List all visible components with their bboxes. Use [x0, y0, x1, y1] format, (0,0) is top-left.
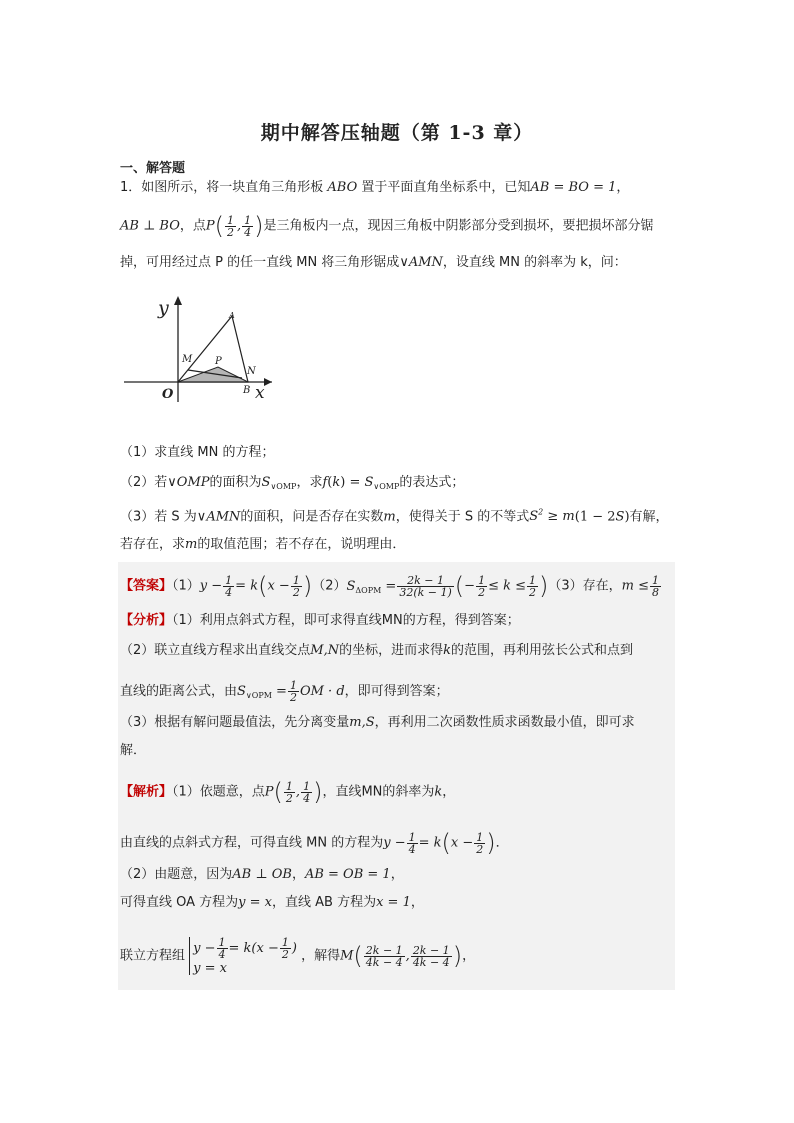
- question-line-1: 1．如图所示，将一块直角三角形板 ABO 置于平面直角坐标系中，已知AB = BO = 1，: [120, 180, 630, 195]
- subquestion-1: （1）求直线 MN 的方程；: [120, 445, 275, 460]
- solution-line-2: 由直线的点斜式方程，可得直线 MN 的方程为y − $\frac{1}{4}$ = k(x − $\frac{1}{2}$ )．: [120, 829, 509, 857]
- label-a: A: [229, 311, 235, 320]
- solution-line-4: 可得直线 OA 方程为y = x，直线 AB 方程为x = 1，: [120, 895, 424, 910]
- subquestion-3: （3）若 S 为∨AMN的面积，问是否存在实数m，使得关于 S 的不等式$S^2 \ge m(1 - 2S)$有解，: [120, 508, 669, 525]
- solution-line-3: （2）由题意，因为AB ⊥ OB，AB = OB = 1，: [120, 867, 404, 882]
- section-heading: 一、解答题: [120, 161, 186, 176]
- analysis-line-3: 直线的距离公式，由$S_{\vee OPM}$ = $\frac{1}{2}$ OM · d，即可得到答案；: [120, 679, 449, 704]
- label-m: M: [182, 354, 193, 365]
- label-o: O: [162, 387, 174, 402]
- subquestion-2: （2）若∨OMP的面积为$S_{\vee OMP}$，求$f(k) = S_{\vee OMP}$的表达式；: [120, 475, 465, 491]
- label-n: N: [247, 366, 256, 377]
- answer-line: 【答案】（1）y − $\frac{1}{4}$ = k(x − $\frac{1}{2}$ )$(2)S_{\Delta OPM}$ = $\frac{2k - 1}{32(k - 1)}$ (− $\frac{1}{2}$ ≤ k ≤ $\frac{1}{2}$ )（3）存在，m ≤ $\frac{1}{8}$: [120, 572, 660, 600]
- analysis-line-1: 【分析】（1）利用点斜式方程，即可求得直线MN的方程，得到答案；: [120, 613, 520, 628]
- x-axis-arrow: [264, 378, 272, 386]
- label-p: P: [215, 356, 222, 367]
- analysis-line-5: 解．: [120, 743, 147, 758]
- y-axis-arrow: [174, 296, 182, 305]
- label-x: x: [255, 383, 265, 403]
- analysis-line-4: （3）根据有解问题最值法，先分离变量m,S，再利用二次函数性质求函数最小值，即可求: [120, 715, 635, 730]
- subquestion-3-cont: 若存在，求m的取值范围；若不存在，说明理由．: [120, 537, 406, 552]
- solution-line-1: 【解析】（1）依题意，点P( $\frac{1}{2}$ , $\frac{1}{4}$ )，直线MN的斜率为k，: [120, 778, 456, 806]
- question-line-3: 掉，可用经过点 P 的任一直线 MN 将三角形锯成∨AMN，设直线 MN 的斜率为 k，问：: [120, 255, 627, 270]
- label-y: y: [158, 297, 169, 319]
- analysis-line-2: （2）联立直线方程求出直线交点M,N的坐标，进而求得k的范围，再利用弦长公式和点到: [120, 643, 634, 658]
- label-b: B: [243, 385, 251, 396]
- solution-line-5: 联立方程组 y − $\frac{1}{4}$ = k(x − $\frac{1}{2}$ ) y = x ，解得M( $\frac{2k - 1}{4k - 4}$ , $\frac{2k - 1}{4k - 4}$ )，: [120, 936, 476, 976]
- question-line-2: AB ⊥ BO，点P( $\frac{1}{2}$ , $\frac{1}{4}$ )是三角板内一点，现因三角板中阴影部分受到损坏，要把损坏部分锯: [120, 212, 654, 240]
- triangle-figure: [124, 292, 284, 404]
- page-title: 期中解答压轴题（第 1-3 章）: [260, 122, 534, 144]
